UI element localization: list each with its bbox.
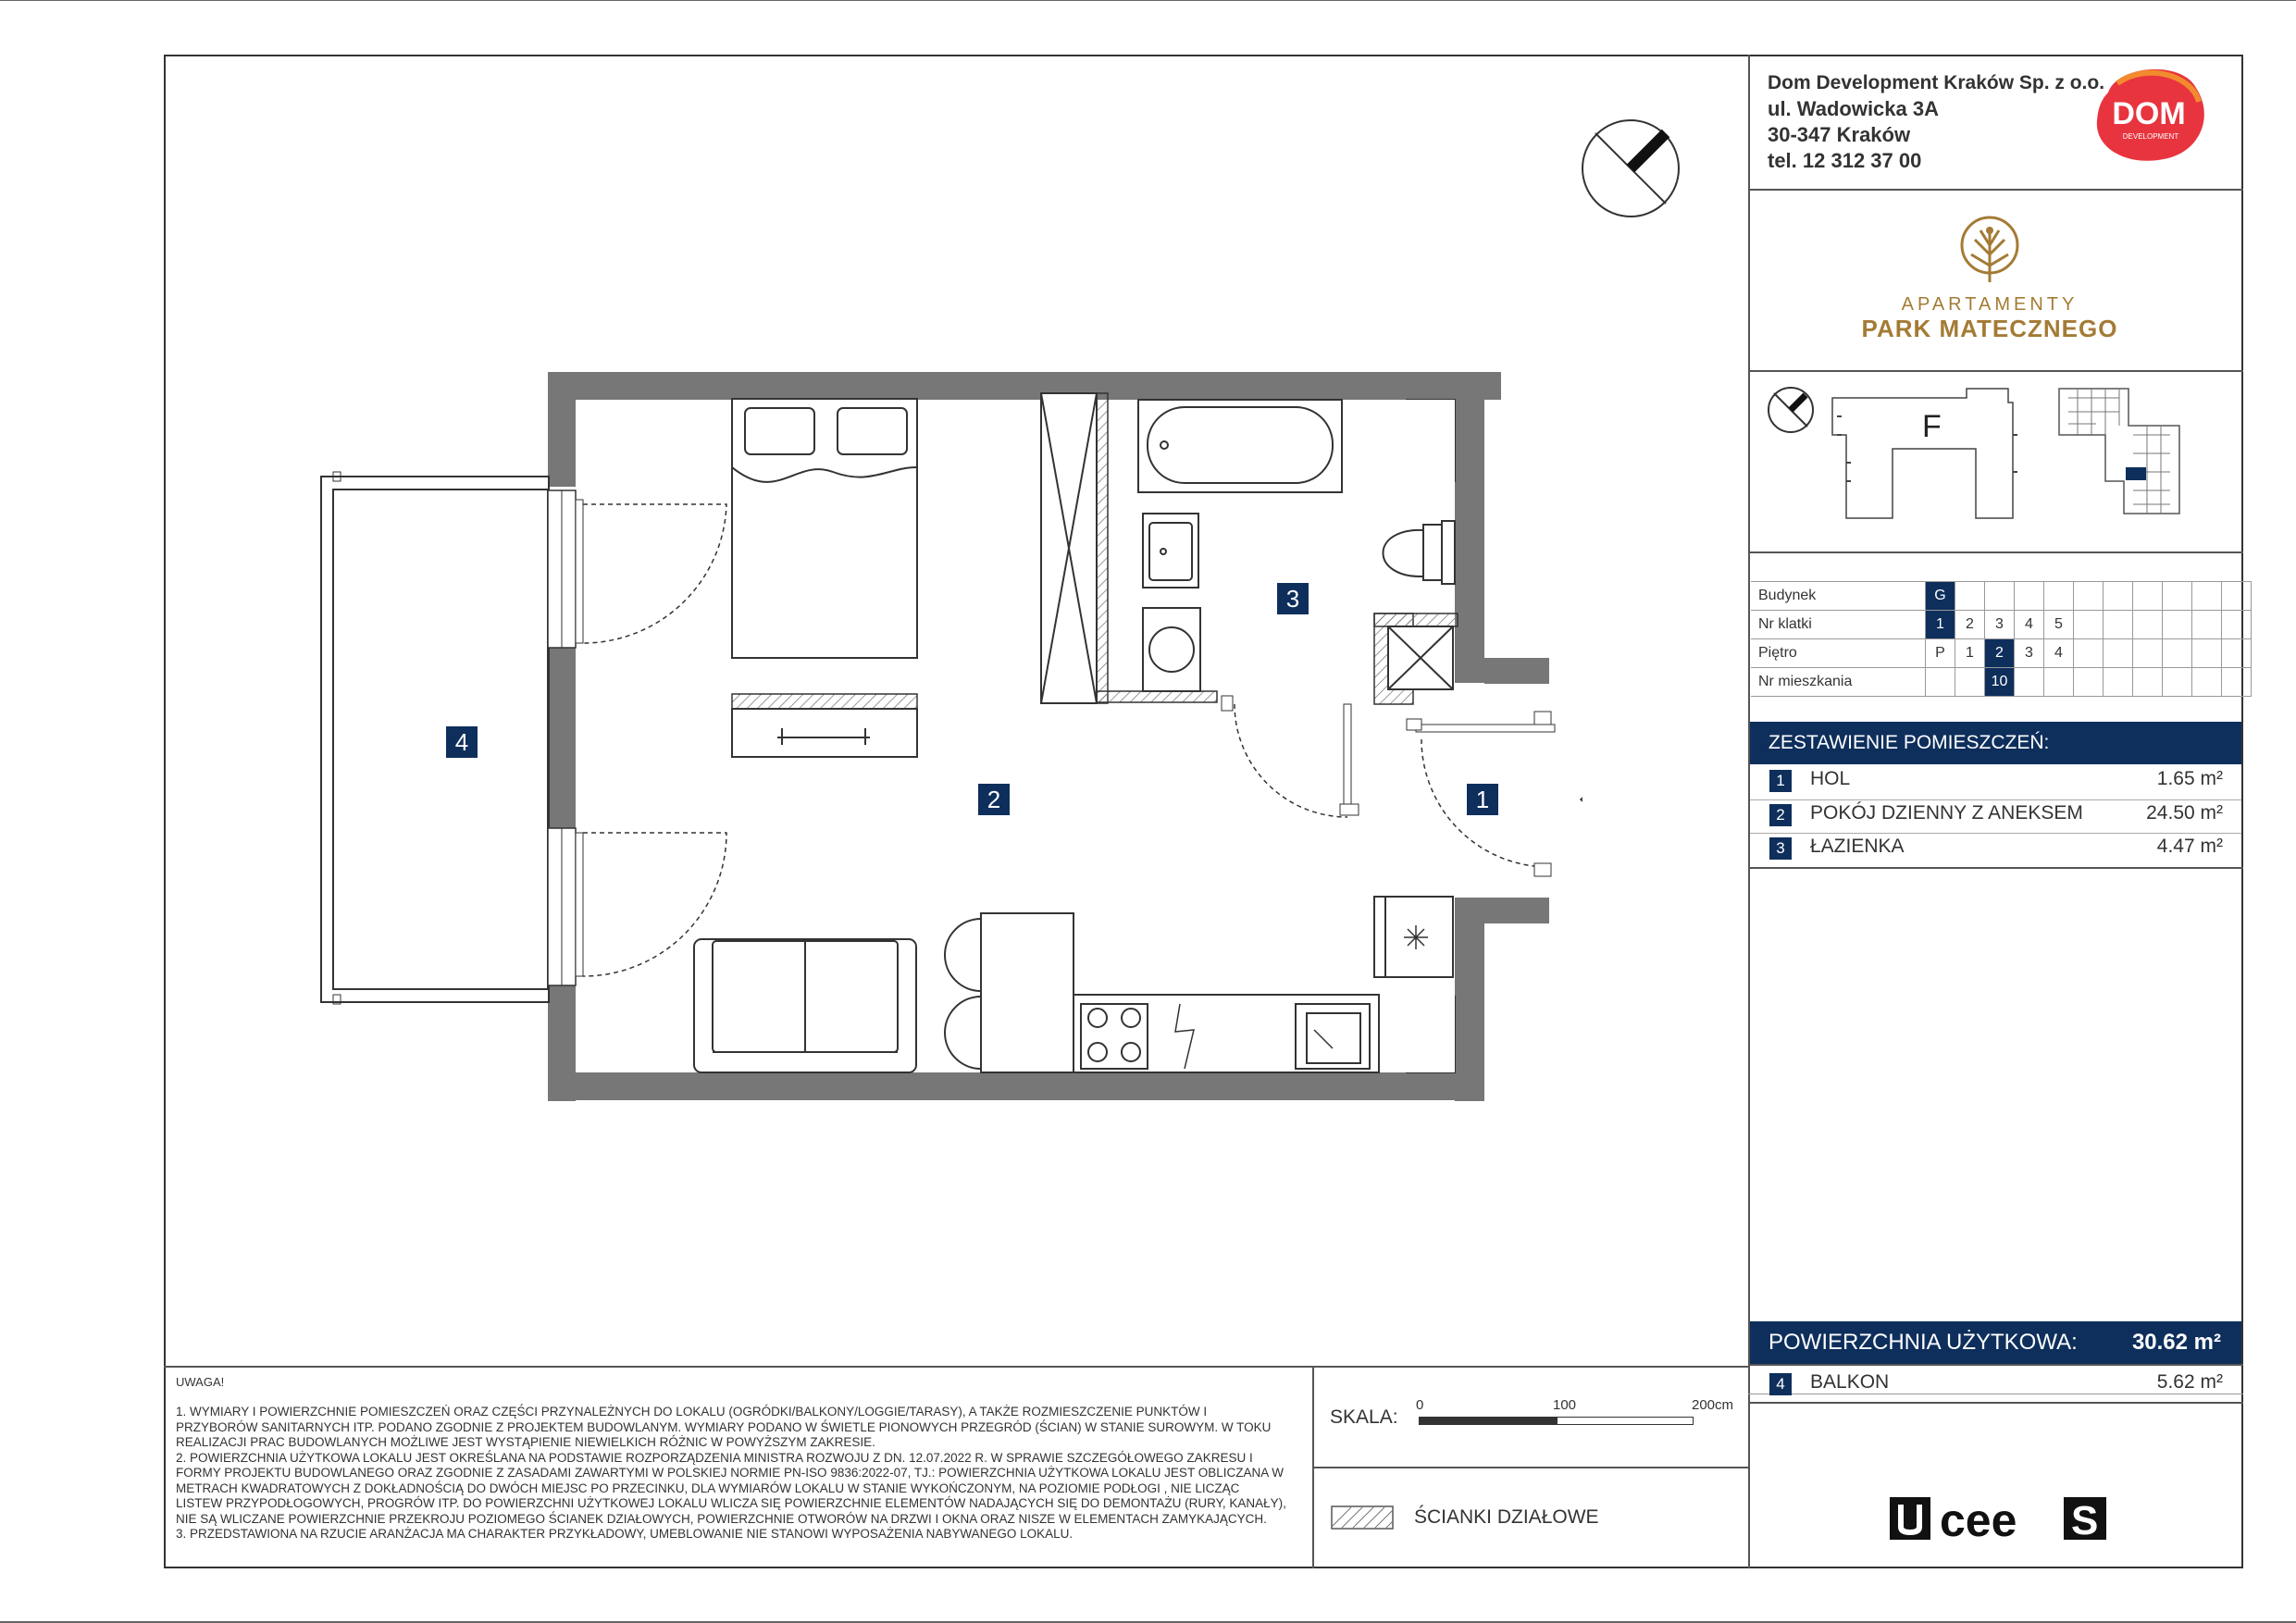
plan-label-living-room: 2: [978, 784, 1010, 815]
info-cell: 4: [2044, 639, 2074, 668]
info-cell: [1955, 668, 1985, 697]
room-area: 5.62 m²: [2156, 1371, 2223, 1393]
notes-body: [176, 1405, 1286, 1542]
info-label: Piętro: [1751, 639, 1926, 668]
washing-machine: [1143, 608, 1200, 691]
partition-wall: [1097, 691, 1217, 702]
info-cell: [2104, 639, 2133, 668]
room-name: ŁAZIENKA: [1810, 836, 1905, 857]
room-row: [1769, 768, 2223, 796]
project-logo-subtitle: APARTAMENTY: [1901, 294, 2079, 315]
info-cell: [2133, 639, 2163, 668]
room-number: 4: [1769, 1373, 1792, 1395]
sofa: [694, 939, 916, 1072]
room-area: 4.47 m²: [2156, 836, 2223, 857]
note-item: 3. PRZEDSTAWIONA NA RZUCIE ARANŻACJA MA CHARAKTER PRZYKŁADOWY, UMEBLOWANIE NIE STANOWI WYPOSAŻENIA NABYWANEGO LOKALU.: [176, 1527, 1074, 1541]
info-label: Budynek: [1751, 582, 1926, 611]
site-building-letter: F: [1922, 409, 1942, 444]
divider-scale-legend: [1312, 1467, 1749, 1468]
info-cell: [2222, 611, 2252, 639]
room-area: 1.65 m²: [2156, 768, 2223, 789]
divider-siteplan: [1748, 551, 2243, 553]
info-cell: 3: [1985, 611, 2015, 639]
partition-segment: [732, 694, 917, 709]
room-divider: [1750, 833, 2241, 834]
bed: [732, 399, 917, 658]
info-cell: [2163, 639, 2192, 668]
desk: [732, 709, 917, 757]
site-plan: [1754, 379, 2235, 546]
info-cell: [2133, 611, 2163, 639]
info-cell: 1: [1955, 639, 1985, 668]
notes-title: UWAGA!: [176, 1375, 225, 1389]
info-cell: [2163, 611, 2192, 639]
rooms-header-text: ZESTAWIENIE POMIESZCZEŃ:: [1769, 732, 2050, 753]
info-cell: P: [1926, 639, 1955, 668]
info-cell: [2133, 582, 2163, 611]
info-cell: [2044, 582, 2074, 611]
company-phone: tel. 12 312 37 00: [1768, 149, 1922, 172]
dom-logo-subtext: DEVELOPMENT: [2122, 132, 2179, 141]
project-logo: [1749, 211, 2230, 350]
company-info: [1768, 70, 2104, 174]
divider-rooms-bottom: [1748, 867, 2243, 869]
room-number: 2: [1769, 804, 1792, 826]
site-compass-icon: [1769, 388, 1813, 432]
site-highlight-unit: [2126, 467, 2146, 480]
info-cell: [2222, 639, 2252, 668]
info-cell: [2015, 582, 2044, 611]
note-item: 2. POWIERZCHNIA UŻYTKOWA LOKALU JEST OKREŚLANA NA PODSTAWIE ROZPORZĄDZENIA MINISTRA ROZWOJU Z DN. 12.07.2022 R. W SPRAWIE SZCZEGÓŁOWEGO ZAKRESU I FORMY PROJEKTU BUDOWLANEGO ORAZ ZGODNIE Z ZASADAMI ZAWARTYMI W POLSKIEJ NORMIE PN-ISO 9836:2022-07, TJ.: POWIERZCHNIA UŻYTKOWA LOKALU JEST OBLICZANA W METRACH KWADRATOWYCH Z DOKŁADNOŚCIĄ DO DWÓCH MIEJSC PO PRZECINKU, DLA WYMIARÓW LOKALU W STANIE WYKOŃCZONYM, NA POZIOMIE PODŁOGI , NIE LICZĄC LISTEW PRZYPODŁOGOWYCH, PROGRÓW ITP. DO POWIERZCHNI UŻYTKOWEJ LOKALU WLICZA SIĘ POWIERZCHNIE ELEMENTÓW NADAJĄCYCH SIĘ DO DEMONTAŻU (RURY, KANAŁY), NIE SĄ WLICZANE POWIERZCHNIE PRZEKROJU POZIOMEGO ŚCIANEK DZIAŁOWYCH, POWIERZCHNIE OTWORÓW NA DRZWI I OKNA ORAZ NISZE W ELEMENTACH ZAMYKAJĄCYCH.: [176, 1450, 1286, 1526]
info-cell: [2074, 668, 2104, 697]
plan-label-bathroom: 3: [1277, 583, 1309, 614]
info-cell: [1985, 582, 2015, 611]
scale-label: SKALA:: [1330, 1406, 1398, 1428]
floor-plan: [315, 365, 1582, 1106]
info-cell: [2163, 668, 2192, 697]
info-cell: 1: [1926, 611, 1955, 639]
company-city: 30-347 Kraków: [1768, 123, 1911, 146]
info-cell: [2192, 611, 2222, 639]
info-cell: [2192, 668, 2222, 697]
dom-development-logo: [2090, 65, 2208, 167]
balcony-row: [1769, 1371, 2223, 1399]
info-cell: [2222, 668, 2252, 697]
info-cell: [2192, 582, 2222, 611]
project-logo-title: PARK MATECZNEGO: [1861, 315, 2118, 342]
info-cell: [2222, 582, 2252, 611]
info-label: Nr klatki: [1751, 611, 1926, 639]
info-cell: 5: [2044, 611, 2074, 639]
info-label: Nr mieszkania: [1751, 668, 1926, 697]
legend-label: ŚCIANKI DZIAŁOWE: [1414, 1506, 1599, 1528]
compass-icon: [1579, 117, 1682, 220]
info-row-apartment: [1751, 668, 2252, 697]
company-street: ul. Wadowicka 3A: [1768, 97, 1940, 120]
info-cell: [2104, 582, 2133, 611]
info-cell: [2074, 639, 2104, 668]
divider-notes-top: [164, 1366, 1750, 1368]
partition-wall: [1097, 393, 1108, 703]
balcony: [321, 472, 549, 1004]
info-cell: [2192, 639, 2222, 668]
divider-project: [1748, 370, 2243, 372]
bathtub: [1138, 400, 1342, 492]
svg-text:S: S: [2071, 1498, 2099, 1543]
info-row-building: [1751, 582, 2252, 611]
rooms-header: [1750, 722, 2241, 764]
kitchen-counter: [1074, 995, 1379, 1072]
info-cell: [2015, 668, 2044, 697]
info-cell: [2133, 668, 2163, 697]
divider-company: [1748, 189, 2243, 191]
scale-tick-100: 100: [1553, 1397, 1577, 1413]
partition-wall: [1374, 613, 1458, 626]
usable-area-label: POWIERZCHNIA UŻYTKOWA:: [1769, 1330, 2078, 1355]
room-number: 1: [1769, 770, 1792, 792]
unit-info-table: [1751, 581, 2252, 697]
usable-area-bar: [1750, 1321, 2241, 1364]
room-row: [1769, 802, 2223, 830]
info-cell: [1955, 582, 1985, 611]
note-item: 1. WYMIARY I POWIERZCHNIE POMIESZCZEŃ ORAZ CZĘŚCI PRZYNALEŻNYCH DO LOKALU (OGRÓDKI/BALKONY/LOGGIE/TARASY), A TAKŻE ROZMIESZCZENIE PUNKTÓW I PRZYBORÓW SANITARNYCH ITP. PODANO ZGODNIE Z PROJEKTEM BUDOWLANYM. WYMIARY PODANO W ŚWIETLE PIONOWYCH PRZEGRÓD (ŚCIAN) W STANIE SUROWYM. W TOKU REALIZACJI PRAC BUDOWLANYCH MOŻLIWE JEST WYSTĄPIENIE NIEWIELKICH RÓŻNIC W POWYŻSZYM ZAKRESIE.: [176, 1405, 1272, 1449]
info-row-staircase: [1751, 611, 2252, 639]
partition-wall-swatch: [1331, 1505, 1394, 1530]
ucees-logo: [1888, 1492, 2110, 1547]
info-cell: [2074, 611, 2104, 639]
dom-logo-text: DOM: [2112, 96, 2186, 131]
info-cell: 2: [1955, 611, 1985, 639]
info-cell: [2044, 668, 2074, 697]
info-cell: [2163, 582, 2192, 611]
scale-bar: [1416, 1397, 1758, 1434]
ucees-logo-text: cee: [1940, 1494, 2017, 1546]
entrance-arrow-icon: [1581, 778, 1582, 821]
room-row: [1769, 836, 2223, 863]
info-cell: 10: [1985, 668, 2015, 697]
room-name: HOL: [1810, 768, 1851, 789]
info-row-floor: [1751, 639, 2252, 668]
room-number: 3: [1769, 837, 1792, 860]
info-cell: [2104, 611, 2133, 639]
plan-label-hol: 1: [1467, 784, 1498, 815]
scale-tick-0: 0: [1416, 1397, 1424, 1413]
info-cell: [1926, 668, 1955, 697]
info-cell: [2074, 582, 2104, 611]
room-name: POKÓJ DZIENNY Z ANEKSEM: [1810, 802, 2083, 824]
plan-label-balcony: 4: [446, 726, 478, 758]
info-cell: 2: [1985, 639, 2015, 668]
wardrobe: [1041, 393, 1097, 703]
info-cell: G: [1926, 582, 1955, 611]
info-cell: [2104, 668, 2133, 697]
bathroom-sink: [1143, 514, 1198, 588]
installation-shaft: [1388, 626, 1453, 689]
fridge: [1374, 897, 1453, 977]
scale-tick-200: 200cm: [1692, 1397, 1734, 1413]
room-name: BALKON: [1810, 1371, 1890, 1393]
tree-icon: [1953, 214, 2027, 288]
info-cell: 4: [2015, 611, 2044, 639]
room-divider: [1750, 799, 2241, 800]
top-border-line: [0, 0, 2296, 1]
info-cell: 3: [2015, 639, 2044, 668]
usable-area-value: 30.62 m²: [2131, 1330, 2221, 1355]
divider-extra-top: [1748, 1364, 2243, 1366]
company-name: Dom Development Kraków Sp. z o.o.: [1768, 72, 2105, 93]
room-area: 24.50 m²: [2146, 802, 2223, 824]
divider-extra-bottom: [1748, 1402, 2243, 1404]
scale-bar-fill: [1419, 1417, 1558, 1425]
